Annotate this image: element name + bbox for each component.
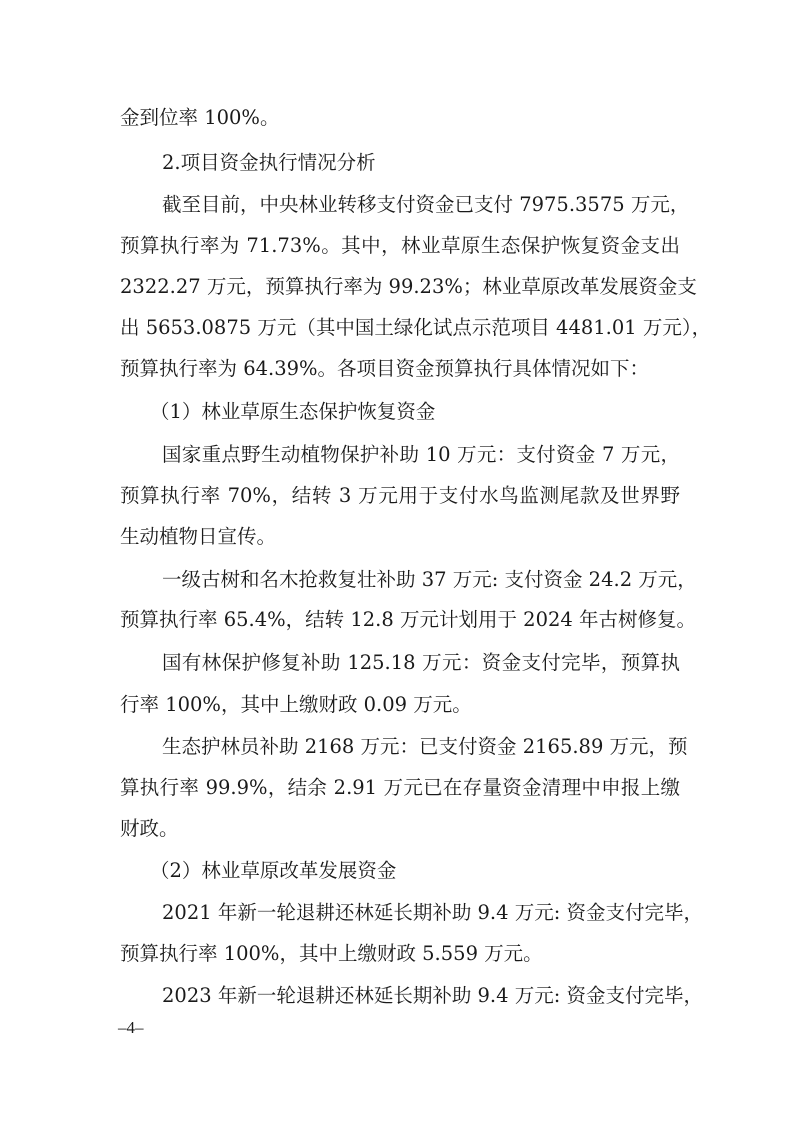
body-line: 2322.27 万元，预算执行率为 99.23%；林业草原改革发展资金支 [120, 275, 697, 298]
body-line: 一级古树和名木抢救复壮补助 37 万元: 支付资金 24.2 万元， [162, 568, 697, 591]
body-line: 算执行率 99.9%，结余 2.91 万元已在存量资金清理中申报上缴 [120, 776, 680, 799]
body-line: 预算执行率 65.4%，结转 12.8 万元计划用于 2024 年古树修复。 [120, 608, 696, 631]
subsection-heading: （1）林业草原生态保护恢复资金 [150, 400, 436, 423]
body-line: 金到位率 100%。 [120, 106, 280, 129]
body-line: 国有林保护修复补助 125.18 万元：资金支付完毕，预算执 [162, 651, 680, 674]
body-line: 2021 年新一轮退耕还林延长期补助 9.4 万元: 资金支付完毕， [162, 901, 704, 924]
body-line: 生动植物日宣传。 [120, 525, 277, 548]
body-line: 预算执行率 70%，结转 3 万元用于支付水鸟监测尾款及世界野 [120, 484, 680, 507]
body-line: 出 5653.0875 万元（其中国土绿化试点示范项目 4481.01 万元）， [120, 316, 712, 339]
body-line: 预算执行率为 64.39%。各项目资金预算执行具体情况如下： [120, 357, 650, 380]
body-line: 2023 年新一轮退耕还林延长期补助 9.4 万元: 资金支付完毕， [162, 984, 704, 1007]
body-line: 预算执行率为 71.73%。其中，林业草原生态保护恢复资金支出 [120, 234, 680, 257]
subsection-heading: （2）林业草原改革发展资金 [150, 859, 397, 882]
body-line: 国家重点野生动植物保护补助 10 万元：支付资金 7 万元， [162, 443, 680, 466]
section-heading: 2.项目资金执行情况分析 [162, 151, 376, 174]
body-line: 行率 100%，其中上缴财政 0.09 万元。 [120, 693, 472, 716]
body-line: 财政。 [120, 817, 179, 840]
body-line: 预算执行率 100%，其中上缴财政 5.559 万元。 [120, 942, 543, 965]
page-number: –4– [118, 1018, 144, 1037]
body-line: 截至目前，中央林业转移支付资金已支付 7975.3575 万元， [162, 193, 690, 216]
body-line: 生态护林员补助 2168 万元：已支付资金 2165.89 万元，预 [162, 735, 688, 758]
